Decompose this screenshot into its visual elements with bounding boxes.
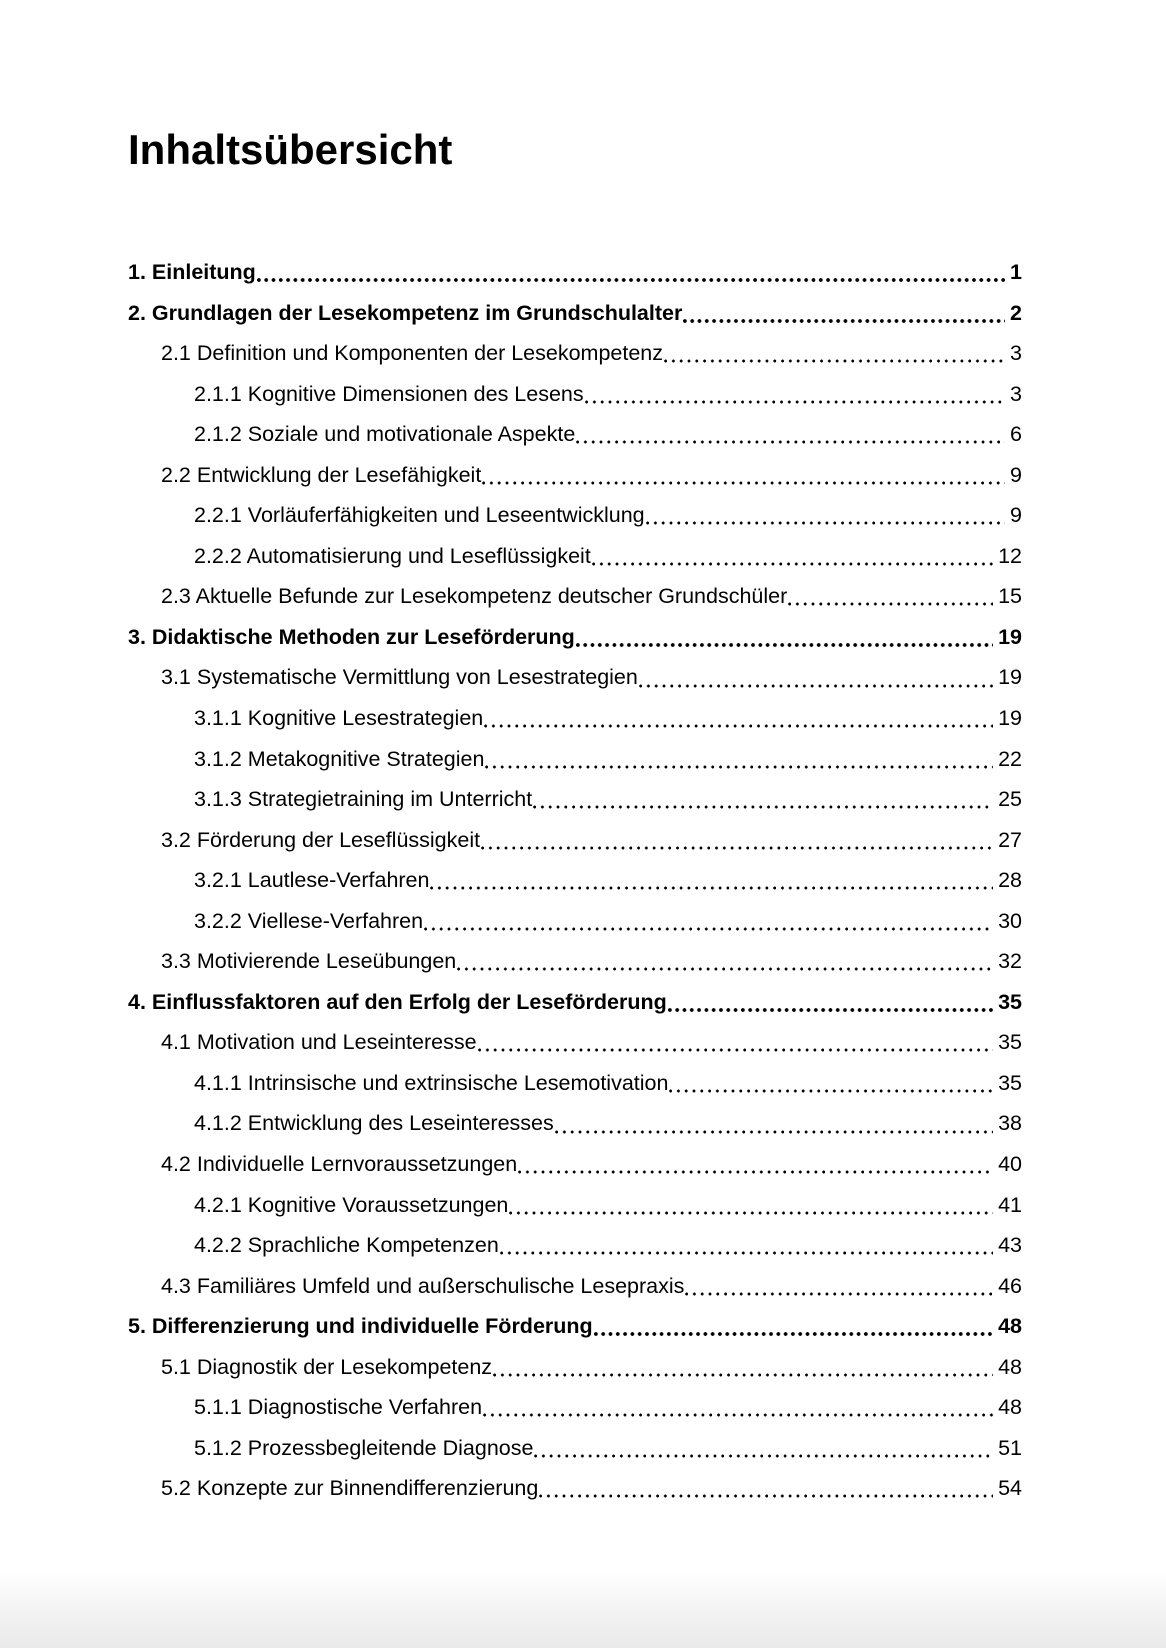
- toc-entry-page-number: 54: [998, 1476, 1022, 1501]
- toc-entry-page-number: 32: [998, 949, 1022, 974]
- toc-entry[interactable]: [128, 698, 1022, 739]
- toc-entry-label: 4.2.2 Sprachliche Kompetenzen: [194, 1233, 499, 1258]
- toc-entry-label: 4.1.1 Intrinsische und extrinsische Lesemotivation: [194, 1070, 669, 1095]
- dot-leader: [499, 1225, 994, 1266]
- toc-entry[interactable]: [128, 414, 1022, 455]
- toc-entry-label: 4. Einflussfaktoren auf den Erfolg der Leseförderung: [128, 989, 667, 1014]
- toc-entry-label: 4.1.2 Entwicklung des Leseinteresses: [194, 1111, 554, 1136]
- dot-leader: [638, 657, 994, 698]
- toc-entry-label: 4.2 Individuelle Lernvoraussetzungen: [161, 1152, 518, 1177]
- dot-leader: [492, 1347, 994, 1388]
- toc-entry-page-number: 3: [1010, 381, 1022, 406]
- toc-entry[interactable]: [128, 293, 1022, 334]
- toc-entry-label: 3.3 Motivierende Leseübungen: [161, 949, 457, 974]
- dot-leader: [684, 1266, 994, 1307]
- toc-entry[interactable]: [128, 333, 1022, 374]
- toc-entry[interactable]: [128, 779, 1022, 820]
- toc-entry-page-number: 19: [998, 665, 1022, 690]
- toc-entry[interactable]: [128, 860, 1022, 901]
- dot-leader: [480, 820, 994, 861]
- dot-leader: [538, 1468, 994, 1509]
- dot-leader: [481, 455, 1006, 496]
- toc-entry-label: 5.1.1 Diagnostische Verfahren: [194, 1395, 483, 1420]
- dot-leader: [668, 1063, 994, 1104]
- toc-entry-page-number: 38: [998, 1111, 1022, 1136]
- toc-entry-label: 4.3 Familiäres Umfeld und außerschulische Lesepraxis: [161, 1273, 685, 1298]
- toc-entry-label: 2.1.2 Soziale und motivationale Aspekte: [194, 422, 576, 447]
- toc-entry-label: 3.1 Systematische Vermittlung von Lesestrategien: [161, 665, 638, 690]
- dot-leader: [483, 698, 994, 739]
- toc-entry-label: 2. Grundlagen der Lesekompetenz im Grundschulalter: [128, 300, 683, 325]
- toc-entry[interactable]: [128, 1185, 1022, 1226]
- table-of-contents: [128, 252, 1022, 1509]
- toc-entry-label: 3.2 Förderung der Leseflüssigkeit: [161, 827, 481, 852]
- toc-entry[interactable]: [128, 739, 1022, 780]
- toc-entry-label: 2.2 Entwicklung der Lesefähigkeit: [161, 462, 482, 487]
- toc-entry[interactable]: [128, 1468, 1022, 1509]
- toc-entry-page-number: 48: [998, 1314, 1022, 1339]
- toc-entry-label: 2.2.2 Automatisierung und Leseflüssigkeit: [194, 543, 591, 568]
- toc-entry-page-number: 2: [1010, 300, 1022, 325]
- dot-leader: [682, 293, 1006, 334]
- toc-entry[interactable]: [128, 1347, 1022, 1388]
- toc-entry-label: 3.1.3 Strategietraining im Unterricht: [194, 787, 533, 812]
- toc-entry-page-number: 9: [1010, 462, 1022, 487]
- dot-leader: [787, 576, 994, 617]
- toc-entry-label: 5. Differenzierung und individuelle Förderung: [128, 1314, 593, 1339]
- toc-entry[interactable]: [128, 576, 1022, 617]
- toc-entry-page-number: 12: [998, 543, 1022, 568]
- toc-entry-label: 3.2.2 Viellese-Verfahren: [194, 908, 424, 933]
- toc-entry[interactable]: [128, 252, 1022, 293]
- dot-leader: [456, 941, 994, 982]
- toc-entry-label: 3.2.1 Lautlese-Verfahren: [194, 868, 430, 893]
- toc-entry-page-number: 35: [998, 989, 1022, 1014]
- dot-leader: [256, 252, 1006, 293]
- toc-entry[interactable]: [128, 657, 1022, 698]
- toc-entry-page-number: 19: [998, 624, 1022, 649]
- toc-entry-label: 2.1.1 Kognitive Dimensionen des Lesens: [194, 381, 584, 406]
- toc-entry-page-number: 25: [998, 787, 1022, 812]
- toc-entry-label: 5.2 Konzepte zur Binnendifferenzierung: [161, 1476, 539, 1501]
- toc-entry-page-number: 40: [998, 1152, 1022, 1177]
- toc-entry-label: 1. Einleitung: [128, 260, 256, 284]
- dot-leader: [517, 1144, 994, 1185]
- dot-leader: [667, 982, 994, 1023]
- toc-entry-label: 5.1.2 Prozessbegleitende Diagnose: [194, 1435, 534, 1460]
- dot-leader: [593, 1306, 994, 1347]
- toc-entry[interactable]: [128, 374, 1022, 415]
- toc-entry-page-number: 1: [1010, 260, 1022, 284]
- toc-entry-page-number: 15: [998, 584, 1022, 609]
- toc-entry[interactable]: [128, 1387, 1022, 1428]
- toc-entry[interactable]: [128, 1306, 1022, 1347]
- toc-entry-page-number: 35: [998, 1030, 1022, 1055]
- toc-entry-label: 3. Didaktische Methoden zur Leseförderung: [128, 624, 575, 649]
- toc-entry[interactable]: [128, 982, 1022, 1023]
- toc-entry-page-number: 6: [1010, 422, 1022, 447]
- dot-leader: [477, 1022, 995, 1063]
- toc-entry-page-number: 35: [998, 1070, 1022, 1095]
- dot-leader: [591, 536, 994, 577]
- dot-leader: [645, 495, 1006, 536]
- dot-leader: [554, 1103, 994, 1144]
- toc-entry[interactable]: [128, 1103, 1022, 1144]
- dot-leader: [533, 1428, 994, 1469]
- toc-entry[interactable]: [128, 1266, 1022, 1307]
- toc-entry[interactable]: [128, 820, 1022, 861]
- toc-entry[interactable]: [128, 1225, 1022, 1266]
- toc-entry-page-number: 22: [998, 746, 1022, 771]
- toc-entry[interactable]: [128, 455, 1022, 496]
- dot-leader: [575, 617, 994, 658]
- toc-entry-page-number: 28: [998, 868, 1022, 893]
- dot-leader: [532, 779, 994, 820]
- toc-entry-page-number: 48: [998, 1354, 1022, 1379]
- dot-leader: [508, 1185, 994, 1226]
- toc-entry[interactable]: [128, 1144, 1022, 1185]
- toc-entry-page-number: 48: [998, 1395, 1022, 1420]
- toc-entry-label: 4.1 Motivation und Leseinteresse: [161, 1030, 477, 1055]
- toc-entry-label: 4.2.1 Kognitive Voraussetzungen: [194, 1192, 509, 1217]
- toc-entry-page-number: 27: [998, 827, 1022, 852]
- toc-entry-page-number: 41: [998, 1192, 1022, 1217]
- toc-entry-page-number: 43: [998, 1233, 1022, 1258]
- toc-entry-label: 5.1 Diagnostik der Lesekompetenz: [161, 1354, 493, 1379]
- page-edge-shadow: [0, 1572, 1166, 1648]
- toc-entry-label: 3.1.1 Kognitive Lesestrategien: [194, 706, 484, 731]
- toc-entry-label: 2.1 Definition und Komponenten der Lesekompetenz: [161, 341, 664, 366]
- toc-entry-label: 2.2.1 Vorläuferfähigkeiten und Leseentwicklung: [194, 503, 645, 528]
- toc-entry-label: 3.1.2 Metakognitive Strategien: [194, 746, 485, 771]
- toc-entry-label: 2.3 Aktuelle Befunde zur Lesekompetenz deutscher Grundschüler: [161, 584, 788, 609]
- toc-entry[interactable]: [128, 941, 1022, 982]
- toc-entry[interactable]: [128, 495, 1022, 536]
- dot-leader: [482, 1387, 994, 1428]
- toc-entry-page-number: 30: [998, 908, 1022, 933]
- toc-entry[interactable]: [128, 1022, 1022, 1063]
- toc-entry[interactable]: [128, 901, 1022, 942]
- toc-entry-page-number: 3: [1010, 341, 1022, 366]
- toc-entry-page-number: 19: [998, 706, 1022, 731]
- dot-leader: [484, 739, 994, 780]
- toc-entry[interactable]: [128, 1428, 1022, 1469]
- page-title: Inhaltsübersicht: [128, 126, 453, 173]
- toc-entry[interactable]: [128, 1063, 1022, 1104]
- toc-entry[interactable]: [128, 536, 1022, 577]
- dot-leader: [429, 860, 994, 901]
- toc-entry-page-number: 51: [998, 1435, 1022, 1460]
- toc-entry[interactable]: [128, 617, 1022, 658]
- dot-leader: [584, 374, 1006, 415]
- toc-entry-page-number: 46: [998, 1273, 1022, 1298]
- dot-leader: [423, 901, 994, 942]
- dot-leader: [575, 414, 1006, 455]
- dot-leader: [663, 333, 1006, 374]
- toc-entry-page-number: 9: [1010, 503, 1022, 528]
